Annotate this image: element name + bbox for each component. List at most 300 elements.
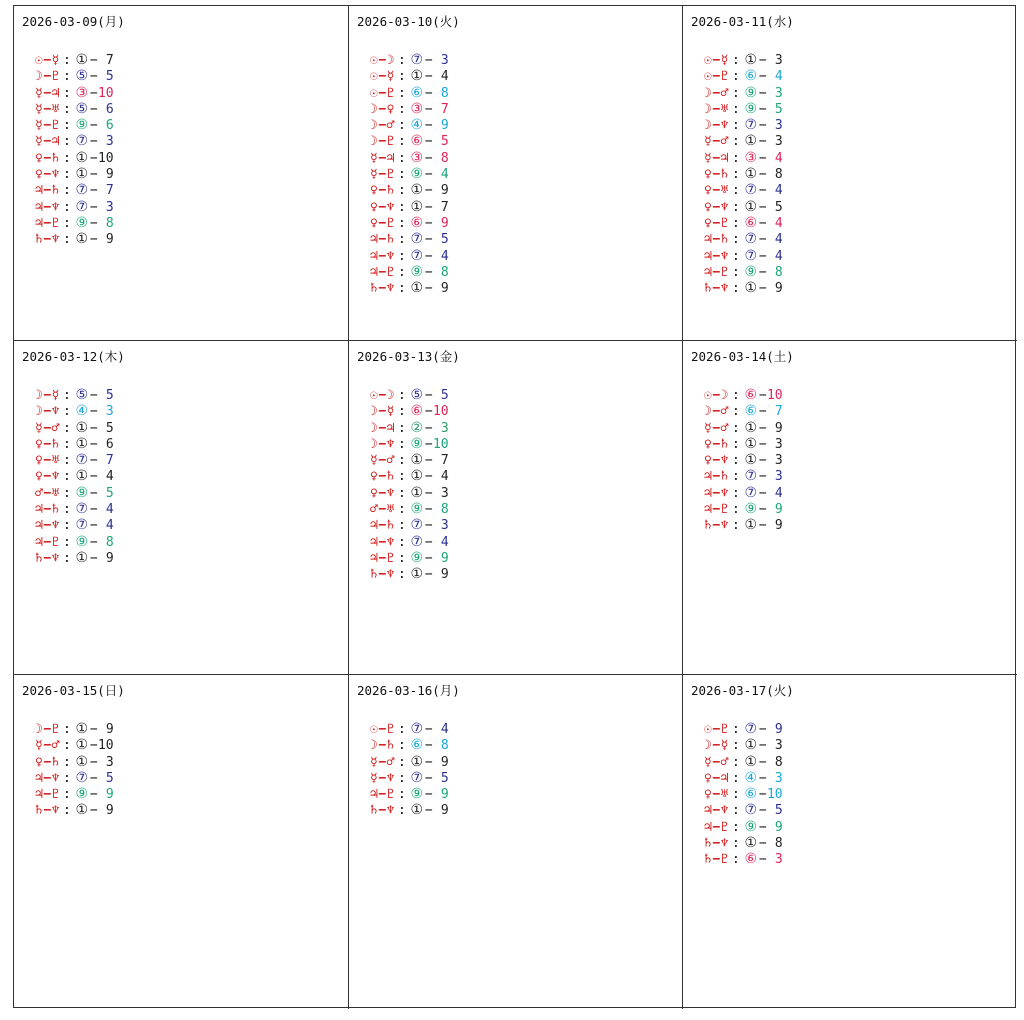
day-date: 2026-03-09(月): [22, 14, 125, 29]
planet-pair: ☉−♇: [704, 69, 729, 85]
dash: −: [89, 787, 98, 803]
aspect-symbol: ⑦: [744, 182, 758, 199]
separator: :: [62, 53, 71, 68]
planet-pair: ♃−♇: [704, 819, 729, 835]
planet-pair: ♃−♆: [704, 248, 729, 264]
separator: :: [731, 803, 740, 819]
orb-value: 3: [774, 469, 783, 485]
dash: −: [424, 215, 433, 231]
dash: −: [424, 85, 433, 101]
aspect-row: [704, 819, 783, 835]
dash: −: [89, 388, 98, 403]
planet-pair: ♀−♅: [35, 453, 60, 469]
orb-value: 9: [774, 502, 783, 518]
planet-pair: ☉−☿: [35, 53, 60, 68]
aspect-row: [35, 485, 114, 501]
dash: −: [424, 388, 433, 403]
orb-value: 8: [440, 738, 449, 754]
separator: :: [731, 404, 740, 420]
orb-value: 8: [105, 215, 114, 231]
planet-pair: ☽−♆: [370, 436, 395, 452]
separator: :: [397, 436, 406, 452]
dash: −: [89, 469, 98, 485]
separator: :: [731, 281, 740, 297]
orb-value: 8: [774, 167, 783, 183]
separator: :: [397, 485, 406, 501]
aspect-symbol: ①: [75, 52, 89, 68]
aspect-symbol: ①: [75, 435, 89, 452]
dash: −: [758, 722, 767, 737]
planet-pair: ☿−♂: [704, 134, 729, 150]
planet-pair: ☉−♇: [370, 722, 395, 737]
aspect-row: [370, 721, 449, 737]
aspect-symbol: ⑦: [75, 198, 89, 215]
aspect-row: [370, 264, 449, 280]
planet-pair: ♃−♇: [704, 264, 729, 280]
aspect-symbol: ⑥: [744, 68, 758, 85]
separator: :: [62, 118, 71, 134]
planet-pair: ☉−☽: [704, 388, 729, 403]
aspect-row: [704, 85, 783, 101]
orb-value: 4: [105, 518, 114, 534]
orb-value: 4: [105, 469, 114, 485]
dash: −: [424, 167, 433, 183]
dash: −: [89, 502, 98, 518]
aspect-row: [704, 199, 783, 215]
orb-value: 9: [774, 281, 783, 297]
aspect-row: [370, 387, 449, 403]
planet-pair: ♀−♃: [704, 770, 729, 786]
day-cell: [349, 6, 683, 341]
dash: −: [89, 232, 98, 248]
aspect-symbol: ⑦: [410, 533, 424, 550]
orb-value: 5: [105, 69, 114, 85]
dash: −: [89, 85, 98, 101]
planet-pair: ♀−♆: [704, 199, 729, 215]
planet-pair: ♃−♄: [704, 469, 729, 485]
dash: −: [758, 420, 767, 436]
aspect-symbol: ⑨: [75, 533, 89, 550]
day-cell: [14, 6, 349, 341]
aspect-symbol: ①: [744, 452, 758, 469]
dash: −: [424, 754, 433, 770]
orb-value: 5: [105, 388, 114, 403]
aspect-list: [704, 52, 783, 296]
day-date: 2026-03-12(木): [22, 349, 125, 364]
dash: −: [89, 150, 98, 166]
aspect-symbol: ①: [744, 133, 758, 150]
separator: :: [397, 232, 406, 248]
orb-value: 3: [105, 199, 114, 215]
planet-pair: ♃−♆: [35, 770, 60, 786]
separator: :: [397, 420, 406, 436]
aspect-row: [35, 150, 114, 166]
orb-value: 9: [440, 281, 449, 297]
aspect-symbol: ⑥: [410, 403, 424, 420]
aspect-row: [35, 133, 114, 149]
separator: :: [62, 722, 71, 737]
separator: :: [62, 215, 71, 231]
planet-pair: ♃−♄: [370, 518, 395, 534]
separator: :: [397, 567, 406, 583]
aspect-symbol: ③: [75, 84, 89, 101]
dash: −: [758, 502, 767, 518]
aspect-symbol: ①: [744, 280, 758, 297]
separator: :: [731, 264, 740, 280]
separator: :: [731, 232, 740, 248]
aspect-symbol: ⑦: [744, 484, 758, 501]
aspect-row: [35, 436, 114, 452]
dash: −: [758, 232, 767, 248]
dash: −: [758, 85, 767, 101]
separator: :: [397, 469, 406, 485]
orb-value: 7: [105, 453, 114, 469]
separator: :: [731, 722, 740, 737]
aspect-symbol: ③: [410, 100, 424, 117]
orb-value: 8: [440, 150, 449, 166]
aspect-symbol: ⑨: [75, 214, 89, 231]
aspect-row: [704, 851, 783, 867]
orb-value: 4: [440, 722, 449, 737]
dash: −: [758, 436, 767, 452]
planet-pair: ♀−♆: [704, 453, 729, 469]
aspect-list: [35, 721, 114, 819]
orb-value: 10: [97, 150, 114, 166]
aspect-symbol: ⑨: [744, 818, 758, 835]
aspect-symbol: ⑥: [410, 133, 424, 150]
dash: −: [424, 738, 433, 754]
aspect-row: [35, 501, 114, 517]
aspect-row: [370, 248, 449, 264]
dash: −: [424, 420, 433, 436]
separator: :: [731, 101, 740, 117]
aspect-symbol: ⑤: [75, 68, 89, 85]
orb-value: 9: [774, 819, 783, 835]
aspect-row: [35, 550, 114, 566]
dash: −: [758, 469, 767, 485]
planet-pair: ☿−♂: [35, 420, 60, 436]
planet-pair: ☿−♃: [370, 150, 395, 166]
dash: −: [89, 167, 98, 183]
separator: :: [62, 469, 71, 485]
orb-value: 9: [440, 183, 449, 199]
orb-value: 3: [105, 134, 114, 150]
planet-pair: ♃−♇: [35, 787, 60, 803]
orb-value: 9: [440, 754, 449, 770]
orb-value: 9: [774, 518, 783, 534]
aspect-row: [35, 420, 114, 436]
aspect-row: [704, 117, 783, 133]
orb-value: 7: [440, 101, 449, 117]
dash: −: [424, 118, 433, 134]
aspect-symbol: ⑥: [744, 851, 758, 868]
aspect-list: [704, 721, 783, 868]
aspect-row: [370, 117, 449, 133]
aspect-row: [35, 52, 114, 68]
day-date: 2026-03-11(水): [691, 14, 794, 29]
aspect-row: [370, 468, 449, 484]
dash: −: [424, 436, 433, 452]
dash: −: [89, 420, 98, 436]
separator: :: [731, 836, 740, 852]
dash: −: [89, 215, 98, 231]
planet-pair: ☿−♂: [704, 420, 729, 436]
dash: −: [758, 281, 767, 297]
orb-value: 6: [105, 101, 114, 117]
planet-pair: ♃−♇: [370, 264, 395, 280]
orb-value: 4: [774, 485, 783, 501]
planet-pair: ♃−♇: [35, 534, 60, 550]
orb-value: 9: [105, 787, 114, 803]
separator: :: [397, 534, 406, 550]
day-cell: [14, 675, 349, 1009]
orb-value: 4: [440, 248, 449, 264]
dash: −: [758, 404, 767, 420]
aspect-list: [370, 387, 449, 583]
planet-pair: ☿−♃: [704, 150, 729, 166]
aspect-symbol: ①: [744, 435, 758, 452]
aspect-symbol: ①: [744, 517, 758, 534]
planet-pair: ☿−♂: [370, 453, 395, 469]
orb-value: 7: [105, 53, 114, 68]
aspect-row: [370, 68, 449, 84]
orb-value: 9: [105, 803, 114, 819]
orb-value: 6: [105, 436, 114, 452]
orb-value: 5: [440, 232, 449, 248]
aspect-symbol: ③: [410, 149, 424, 166]
aspect-row: [370, 754, 449, 770]
dash: −: [758, 150, 767, 166]
aspect-symbol: ⑦: [75, 517, 89, 534]
aspect-row: [370, 737, 449, 753]
dash: −: [424, 453, 433, 469]
aspect-symbol: ①: [744, 737, 758, 754]
day-cell: [14, 341, 349, 675]
day-cell: [683, 6, 1017, 341]
aspect-row: [35, 387, 114, 403]
separator: :: [397, 248, 406, 264]
separator: :: [397, 53, 406, 68]
planet-pair: ♄−♆: [370, 803, 395, 819]
orb-value: 4: [440, 534, 449, 550]
dash: −: [424, 550, 433, 566]
planet-pair: ♀−♅: [704, 183, 729, 199]
aspect-row: [35, 166, 114, 182]
orb-value: 9: [440, 803, 449, 819]
separator: :: [731, 248, 740, 264]
aspect-symbol: ①: [744, 52, 758, 68]
dash: −: [758, 770, 767, 786]
day-cell: [349, 341, 683, 675]
dash: −: [758, 738, 767, 754]
dash: −: [89, 53, 98, 68]
calendar-grid: [13, 5, 1016, 1008]
separator: :: [62, 770, 71, 786]
separator: :: [397, 550, 406, 566]
planet-pair: ♃−♆: [370, 248, 395, 264]
planet-pair: ♀−♄: [370, 183, 395, 199]
planet-pair: ☽−☿: [704, 738, 729, 754]
dash: −: [758, 101, 767, 117]
separator: :: [731, 69, 740, 85]
aspect-row: [35, 215, 114, 231]
orb-value: 7: [105, 183, 114, 199]
planet-pair: ☽−♇: [35, 69, 60, 85]
planet-pair: ♀−♄: [704, 167, 729, 183]
aspect-row: [35, 802, 114, 818]
day-date: 2026-03-14(土): [691, 349, 794, 364]
aspect-row: [370, 534, 449, 550]
separator: :: [62, 485, 71, 501]
aspect-symbol: ⑥: [744, 403, 758, 420]
aspect-symbol: ①: [410, 198, 424, 215]
aspect-row: [35, 182, 114, 198]
orb-value: 9: [440, 215, 449, 231]
orb-value: 8: [440, 264, 449, 280]
orb-value: 8: [440, 85, 449, 101]
orb-value: 4: [440, 69, 449, 85]
separator: :: [731, 118, 740, 134]
aspect-row: [704, 786, 783, 802]
separator: :: [62, 69, 71, 85]
separator: :: [62, 183, 71, 199]
separator: :: [397, 738, 406, 754]
planet-pair: ♀−♄: [35, 436, 60, 452]
dash: −: [89, 518, 98, 534]
aspect-row: [370, 182, 449, 198]
aspect-symbol: ⑤: [75, 387, 89, 403]
dash: −: [424, 803, 433, 819]
orb-value: 9: [105, 167, 114, 183]
orb-value: 5: [440, 134, 449, 150]
orb-value: 3: [440, 420, 449, 436]
aspect-symbol: ⑥: [744, 786, 758, 803]
orb-value: 10: [432, 436, 449, 452]
separator: :: [397, 453, 406, 469]
aspect-row: [35, 721, 114, 737]
aspect-symbol: ⑦: [410, 517, 424, 534]
orb-value: 8: [105, 534, 114, 550]
dash: −: [424, 69, 433, 85]
aspect-symbol: ①: [75, 802, 89, 819]
aspect-symbol: ⑦: [744, 468, 758, 485]
dash: −: [758, 248, 767, 264]
orb-value: 5: [440, 388, 449, 403]
orb-value: 7: [440, 199, 449, 215]
planet-pair: ☽−♀: [370, 101, 395, 117]
aspect-symbol: ①: [410, 753, 424, 770]
aspect-symbol: ⑦: [410, 721, 424, 737]
dash: −: [89, 738, 98, 754]
orb-value: 9: [105, 550, 114, 566]
planet-pair: ☿−♅: [35, 101, 60, 117]
aspect-row: [370, 133, 449, 149]
separator: :: [397, 167, 406, 183]
aspect-row: [704, 485, 783, 501]
planet-pair: ♂−♅: [35, 485, 60, 501]
aspect-symbol: ⑤: [75, 100, 89, 117]
aspect-row: [370, 452, 449, 468]
orb-value: 9: [105, 232, 114, 248]
aspect-row: [704, 248, 783, 264]
separator: :: [397, 69, 406, 85]
aspect-row: [370, 52, 449, 68]
planet-pair: ☽−☿: [370, 404, 395, 420]
dash: −: [89, 436, 98, 452]
separator: :: [731, 53, 740, 68]
aspect-symbol: ①: [410, 280, 424, 297]
dash: −: [758, 183, 767, 199]
orb-value: 10: [432, 404, 449, 420]
day-cell: [349, 675, 683, 1009]
aspect-symbol: ⑤: [410, 387, 424, 403]
dash: −: [424, 264, 433, 280]
separator: :: [62, 388, 71, 403]
aspect-row: [35, 754, 114, 770]
day-date: 2026-03-10(火): [357, 14, 460, 29]
aspect-row: [704, 101, 783, 117]
aspect-symbol: ⑨: [744, 263, 758, 280]
aspect-row: [35, 452, 114, 468]
aspect-row: [35, 770, 114, 786]
planet-pair: ♄−♆: [704, 836, 729, 852]
dash: −: [89, 404, 98, 420]
separator: :: [397, 754, 406, 770]
planet-pair: ♀−♄: [35, 754, 60, 770]
aspect-symbol: ①: [75, 231, 89, 248]
dash: −: [758, 167, 767, 183]
aspect-symbol: ⑨: [410, 786, 424, 803]
dash: −: [89, 101, 98, 117]
planet-pair: ☿−♂: [704, 754, 729, 770]
day-date: 2026-03-16(月): [357, 683, 460, 698]
separator: :: [731, 215, 740, 231]
dash: −: [89, 770, 98, 786]
day-cell: [683, 675, 1017, 1009]
dash: −: [424, 787, 433, 803]
orb-value: 4: [774, 248, 783, 264]
aspect-symbol: ⑦: [410, 769, 424, 786]
dash: −: [424, 281, 433, 297]
aspect-row: [35, 199, 114, 215]
orb-value: 3: [774, 85, 783, 101]
aspect-symbol: ⑦: [744, 231, 758, 248]
aspect-row: [370, 280, 449, 296]
planet-pair: ♀−♇: [704, 215, 729, 231]
separator: :: [62, 803, 71, 819]
aspect-symbol: ⑦: [75, 133, 89, 150]
aspect-symbol: ⑨: [410, 435, 424, 452]
aspect-row: [370, 101, 449, 117]
orb-value: 4: [774, 69, 783, 85]
orb-value: 10: [766, 787, 783, 803]
aspect-row: [704, 150, 783, 166]
separator: :: [731, 85, 740, 101]
dash: −: [424, 567, 433, 583]
separator: :: [62, 502, 71, 518]
dash: −: [758, 852, 767, 868]
dash: −: [89, 453, 98, 469]
aspect-symbol: ⑨: [75, 117, 89, 134]
dash: −: [758, 215, 767, 231]
planet-pair: ♄−♇: [704, 852, 729, 868]
orb-value: 3: [440, 53, 449, 68]
separator: :: [397, 134, 406, 150]
aspect-row: [704, 835, 783, 851]
separator: :: [397, 264, 406, 280]
orb-value: 3: [440, 485, 449, 501]
aspect-row: [370, 550, 449, 566]
